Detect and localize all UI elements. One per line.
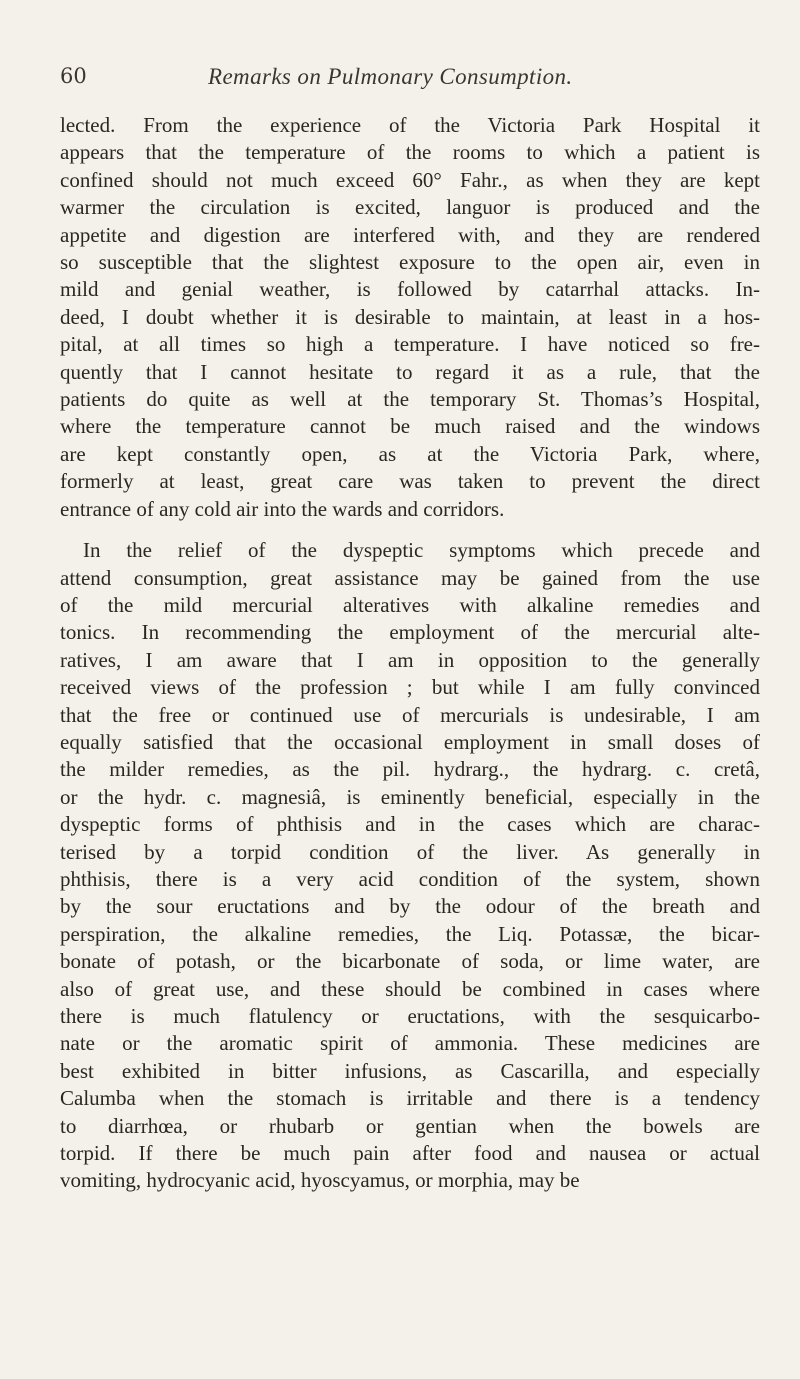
text-line: to diarrhœa, or rhubarb or gentian when the bowels are — [60, 1113, 760, 1138]
text-line: mild and genial weather, is followed by catarrhal attacks. In- — [60, 277, 760, 302]
running-head — [60, 64, 740, 104]
text-line: or the hydr. c. magnesiâ, is eminently beneficial, especially in the — [60, 784, 760, 809]
text-line: by the sour eructations and by the odour of the breath and — [60, 894, 760, 919]
text-line: warmer the circulation is excited, languor is produced and the — [60, 195, 760, 220]
text-line: there is much flatulency or eructations, with the sesquicarbo- — [60, 1004, 760, 1028]
text-line: best exhibited in bitter infusions, as Cascarilla, and especially — [60, 1058, 760, 1083]
text-line: so susceptible that the slightest exposure to the open air, even in — [60, 250, 760, 275]
running-title: Remarks on Pulmonary Consumption. — [208, 64, 573, 89]
paragraph-gap — [60, 523, 760, 537]
text-line: entrance of any cold air into the wards and corridors. — [60, 496, 505, 521]
text-line: attend consumption, great assistance may be gained from the use — [60, 565, 760, 590]
text-line: formerly at least, great care was taken to prevent the direct — [60, 469, 760, 494]
text-line: tonics. In recommending the employment of the mercurial alte- — [60, 620, 760, 645]
text-line: torpid. If there be much pain after food and nausea or actual — [60, 1141, 760, 1166]
text-line: ratives, I am aware that I am in opposition to the generally — [60, 647, 760, 672]
paragraph — [60, 112, 760, 523]
text-line: lected. From the experience of the Victoria Park Hospital it — [60, 113, 760, 137]
text-line: Calumba when the stomach is irritable and there is a tendency — [60, 1086, 760, 1111]
text-line: quently that I cannot hesitate to regard it as a rule, that the — [60, 359, 760, 384]
text-line: appetite and digestion are interfered with, and they are rendered — [60, 222, 760, 247]
text-line: deed, I doubt whether it is desirable to maintain, at least in a hos- — [60, 304, 760, 329]
text-line: of the mild mercurial alteratives with alkaline remedies and — [60, 592, 760, 617]
text-line: vomiting, hydrocyanic acid, hyoscyamus, or morphia, may be — [60, 1168, 580, 1193]
body-text — [60, 112, 760, 1195]
text-line: where the temperature cannot be much raised and the windows — [60, 414, 760, 439]
page-number: 60 — [60, 64, 87, 88]
text-line: the milder remedies, as the pil. hydrarg., the hydrarg. c. cretâ, — [60, 757, 760, 782]
text-line: that the free or continued use of mercurials is undesirable, I am — [60, 702, 760, 727]
text-line: pital, at all times so high a temperature. I have noticed so fre- — [60, 332, 760, 357]
text-line: In the relief of the dyspeptic symptoms which precede and — [83, 538, 760, 563]
text-line: dyspeptic forms of phthisis and in the cases which are charac- — [60, 812, 760, 837]
text-line: terised by a torpid condition of the liver. As generally in — [60, 839, 760, 864]
text-line: are kept constantly open, as at the Victoria Park, where, — [60, 441, 760, 466]
text-line: nate or the aromatic spirit of ammonia. These medicines are — [60, 1031, 760, 1056]
text-line: perspiration, the alkaline remedies, the Liq. Potassæ, the bicar- — [60, 921, 760, 946]
text-line: appears that the temperature of the rooms to which a patient is — [60, 140, 760, 165]
text-line: bonate of potash, or the bicarbonate of soda, or lime water, are — [60, 949, 760, 974]
text-line: patients do quite as well at the temporary St. Thomas’s Hospital, — [60, 387, 760, 412]
text-line: phthisis, there is a very acid condition of the system, shown — [60, 866, 760, 891]
text-line: received views of the profession ; but while I am fully convinced — [60, 675, 760, 700]
text-line: equally satisfied that the occasional employment in small doses of — [60, 729, 760, 754]
paragraph — [60, 537, 760, 1195]
text-line: also of great use, and these should be combined in cases where — [60, 976, 760, 1001]
text-line: confined should not much exceed 60° Fahr., as when they are kept — [60, 167, 760, 192]
